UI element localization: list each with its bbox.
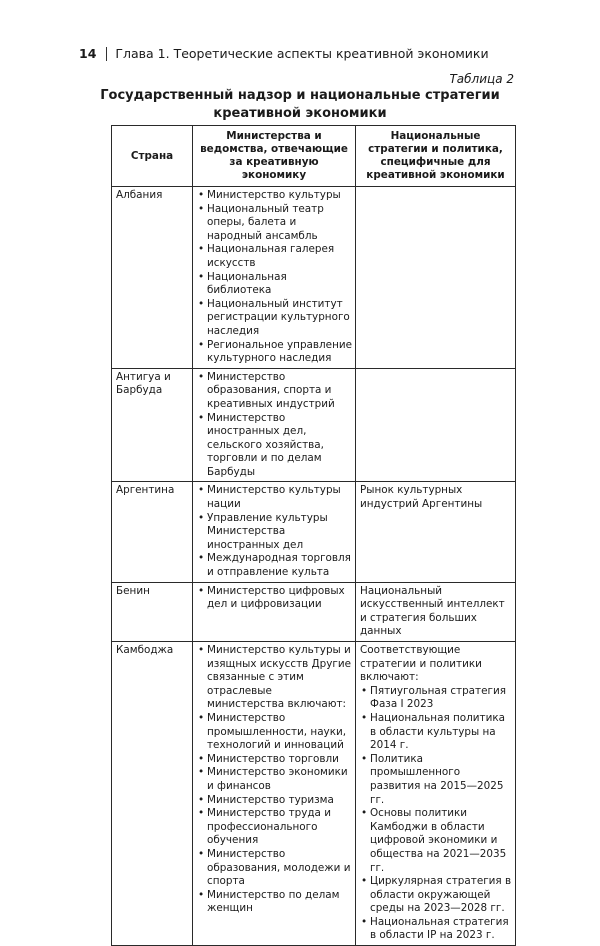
table-row — [112, 187, 516, 369]
list-item: • Министерство культуры — [207, 189, 352, 203]
list-item: • Министерство торговли — [207, 753, 352, 767]
list-item: • Министерство иностранных дел, сельского хозяйства, торговли и по делам Барбуды — [207, 412, 352, 480]
header-strategies: Национальные стратегии и политика, специфичные для креативной экономики — [356, 126, 516, 187]
table-row — [112, 642, 516, 946]
ministries-list — [197, 644, 352, 916]
list-item: • Министерство труда и профессионального обучения — [207, 807, 352, 848]
list-item: • Министерство экономики и финансов — [207, 766, 352, 793]
strategies-table — [111, 125, 516, 946]
list-item: • Министерство туризма — [207, 794, 352, 808]
table-title: Государственный надзор и национальные стратегии креативной экономики — [100, 88, 500, 121]
table-row — [112, 582, 516, 641]
list-item: • Национальная политика в области культуры на 2014 г. — [370, 712, 512, 753]
ministries-cell — [193, 187, 356, 369]
strategies-cell: Рынок культурных индустрий Аргентины — [356, 482, 516, 582]
header-divider — [106, 47, 107, 61]
country-cell: Камбоджа — [112, 642, 193, 946]
country-cell: Аргентина — [112, 482, 193, 582]
ministries-list — [197, 371, 352, 480]
list-item: • Министерство цифровых дел и цифровизации — [207, 585, 352, 612]
list-item: • Министерство образования, молодежи и спорта — [207, 848, 352, 889]
strategies-cell — [356, 187, 516, 369]
list-item: • Пятиугольная стратегия Фаза I 2023 — [370, 685, 512, 712]
list-item: • Национальная стратегия в области IP на 2023 г. — [370, 916, 512, 943]
list-item: • Министерство промышленности, науки, технологий и инноваций — [207, 712, 352, 753]
list-item: • Национальная библиотека — [207, 271, 352, 298]
list-item: • Региональное управление культурного наследия — [207, 339, 352, 366]
strategies-cell — [356, 642, 516, 946]
list-item: • Национальный театр оперы, балета и народный ансамбль — [207, 203, 352, 244]
list-item: • Министерство образования, спорта и креативных индустрий — [207, 371, 352, 412]
ministries-list — [197, 585, 352, 612]
strategies-cell — [356, 368, 516, 482]
table-row — [112, 368, 516, 482]
ministries-list — [197, 189, 352, 366]
list-item: • Основы политики Камбоджи в области цифровой экономики и общества на 2021—2035 гг. — [370, 807, 512, 875]
list-item: • Министерство культуры нации — [207, 484, 352, 511]
strategies-cell: Национальный искусственный интеллект и стратегия больших данных — [356, 582, 516, 641]
list-item: • Управление культуры Министерства иностранных дел — [207, 512, 352, 553]
ministries-cell — [193, 642, 356, 946]
country-cell: Албания — [112, 187, 193, 369]
country-cell: Бенин — [112, 582, 193, 641]
ministries-cell — [193, 582, 356, 641]
header-ministries: Министерства и ведомства, отвечающие за креативную экономику — [193, 126, 356, 187]
ministries-cell — [193, 368, 356, 482]
strategies-list — [360, 685, 512, 943]
country-cell: Антигуа и Барбуда — [112, 368, 193, 482]
list-item: • Министерство по делам женщин — [207, 889, 352, 916]
ministries-cell — [193, 482, 356, 582]
list-item: • Политика промышленного развития на 2015—2025 гг. — [370, 753, 512, 807]
table-label: Таблица 2 — [449, 72, 514, 86]
table-header-row — [112, 126, 516, 187]
list-item: • Международная торговля и отправление культа — [207, 552, 352, 579]
page-number: 14 — [79, 46, 97, 61]
list-item: • Национальный институт регистрации культурного наследия — [207, 298, 352, 339]
list-item: • Национальная галерея искусств — [207, 243, 352, 270]
header-country: Страна — [112, 126, 193, 187]
list-item: • Циркулярная стратегия в области окружающей среды на 2023—2028 гг. — [370, 875, 512, 916]
chapter-title: Глава 1. Теоретические аспекты креативной экономики — [115, 46, 489, 61]
list-item: • Министерство культуры и изящных искусств Другие связанные с этим отраслевые министерства включают: — [207, 644, 352, 712]
ministries-list — [197, 484, 352, 579]
running-head — [79, 46, 524, 61]
strategies-intro: Соответствующие стратегии и политики включают: — [360, 644, 482, 684]
table-row — [112, 482, 516, 582]
